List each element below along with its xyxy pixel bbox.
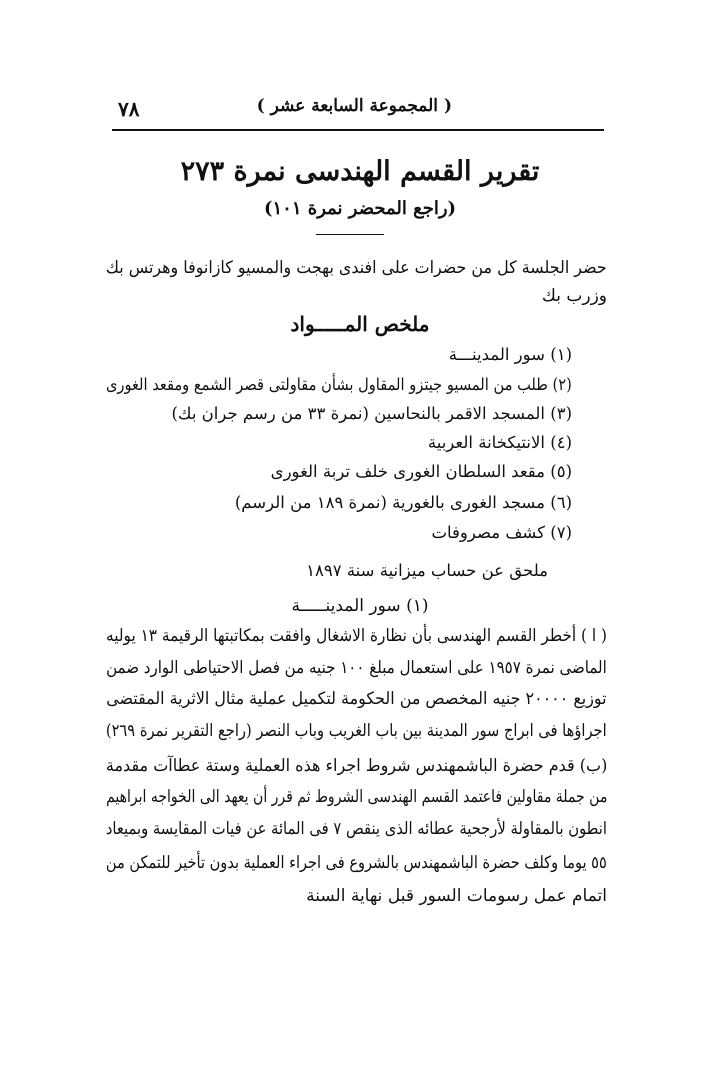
section-line: من جملة مقاولين فاعتمد القسم الهندسى الشروط ثم قرر أن يعهد الى الخواجه ابراهيم bbox=[105, 787, 607, 807]
header-rule bbox=[112, 129, 604, 131]
page-number: ٧٨ bbox=[118, 97, 140, 121]
appendix-note: ملحق عن حساب ميزانية سنة ١٨٩٧ bbox=[306, 561, 548, 580]
section-line: الماضى نمرة ١٩٥٧ على استعمال مبلغ ١٠٠ جنيه من فصل الاحتياطى الوارد ضمن bbox=[106, 658, 607, 678]
attendance-line-1: حضر الجلسة كل من حضرات على افندى بهجت والمسيو كازانوفا وهرتس بك bbox=[106, 258, 607, 278]
title-rule bbox=[316, 234, 384, 235]
summary-item: (٤) الانتيكخانة العربية bbox=[427, 433, 572, 452]
section-line: انطون بالمقاولة لأرجحية عطائه الذى ينقص ٧ فى المائة عن فيات المقايسة وبميعاد bbox=[105, 819, 607, 839]
running-title: ( المجموعة السابعة عشر ) bbox=[256, 96, 452, 116]
section-line: ( ا ) أخطر القسم الهندسى بأن نظارة الاشغال وافقت بمكاتبتها الرقيمة ١٣ يوليه bbox=[106, 626, 607, 646]
section-heading: (١) سور المدينـــــة bbox=[291, 596, 429, 616]
summary-item: (١) سور المدينـــة bbox=[448, 345, 572, 364]
section-line: (ب) قدم حضرة الباشمهندس شروط اجراء هذه العملية وستة عطاآت مقدمة bbox=[105, 756, 607, 776]
report-title: تقرير القسم الهندسى نمرة ٢٧٣ bbox=[180, 156, 540, 187]
report-subtitle: (راجع المحضر نمرة ١٠١) bbox=[263, 198, 457, 219]
section-line: توزيع ٢٠٠٠٠ جنيه المخصص من الحكومة لتكميل عملية مثال الاثرية المقتضى bbox=[106, 689, 607, 709]
summary-item: (٥) مقعد السلطان الغورى خلف تربة الغورى bbox=[270, 462, 572, 481]
summary-item: (٣) المسجد الاقمر بالنحاسين (نمرة ٣٣ من رسم جران بك) bbox=[171, 404, 572, 423]
section-line: ٥٥ يوما وكلف حضرة الباشمهندس بالشروع فى اجراء العملية بدون تأخير للتمكن من bbox=[106, 853, 607, 873]
summary-item: (٧) كشف مصروفات bbox=[431, 523, 572, 542]
summary-heading: ملخص المـــــواد bbox=[290, 312, 430, 336]
attendance-line-2: وزرب بك bbox=[541, 286, 607, 306]
section-line: اجراؤها فى ابراج سور المدينة بين باب الغريب وباب النصر (راجع التقرير نمرة ٢٦٩) bbox=[106, 721, 607, 741]
section-line: اتمام عمل رسومات السور قبل نهاية السنة bbox=[306, 886, 607, 906]
summary-item: (٦) مسجد الغورى بالغورية (نمرة ١٨٩ من الرسم) bbox=[234, 493, 572, 512]
summary-item: (٢) طلب من المسيو جيتزو المقاول بشأن مقاولتى قصر الشمع ومقعد الغورى bbox=[106, 375, 572, 394]
